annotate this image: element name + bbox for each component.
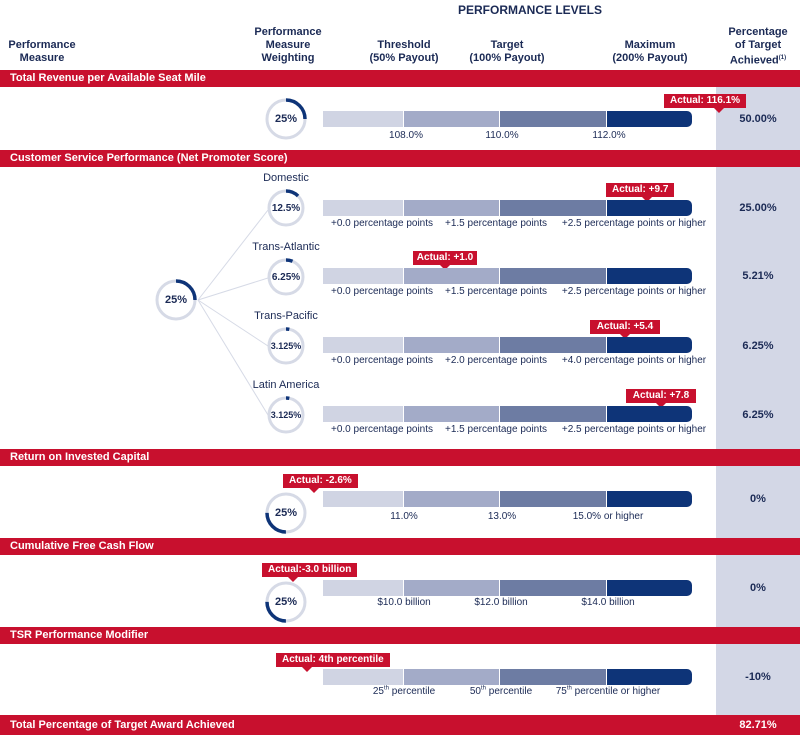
performance-levels-heading: PERFORMANCE LEVELS — [457, 3, 602, 17]
bar-segment-threshold — [404, 669, 500, 685]
tick-maximum: +4.0 percentage points or higher — [561, 355, 707, 366]
bar-segment-threshold — [404, 406, 500, 422]
actual-marker-trasm: Actual: 116.1% — [664, 94, 746, 108]
tick-maximum: 75th percentile or higher — [555, 685, 661, 697]
nps-row-name-latin-america: Latin America — [252, 379, 320, 391]
col-threshold-header: Threshold (50% Payout) — [369, 39, 439, 64]
bar-segment-target — [500, 406, 607, 422]
tick-threshold: +0.0 percentage points — [330, 424, 434, 435]
bar-segment-maximum — [607, 580, 692, 596]
tick-threshold: 108.0% — [389, 130, 423, 141]
tick-maximum: +2.5 percentage points or higher — [561, 286, 707, 297]
tick-target: +1.5 percentage points — [444, 218, 548, 229]
nps-row-name-domestic: Domestic — [263, 172, 309, 184]
actual-marker-latin-america: Actual: +7.8 — [626, 389, 696, 403]
total-row — [0, 715, 800, 735]
bar-segment-threshold — [404, 580, 500, 596]
tick-target: 50th percentile — [469, 685, 533, 697]
bar-segment-target — [500, 580, 607, 596]
bar-segment-target — [500, 200, 607, 216]
bar-segment-maximum — [607, 200, 692, 216]
weight-trans-atlantic: 6.25% — [271, 272, 301, 283]
tick-target: +1.5 percentage points — [444, 286, 548, 297]
weight-latin-america: 3.125% — [270, 410, 302, 420]
pct-trasm: 50.00% — [739, 113, 777, 125]
total-pct: 82.71% — [739, 719, 777, 731]
col-weighting-header: Performance Measure Weighting — [254, 26, 322, 64]
bar-segment-below-threshold — [323, 337, 404, 353]
weight-nps: 25% — [164, 294, 188, 306]
section-roic-title: Return on Invested Capital — [0, 449, 800, 466]
performance-bar-tsr — [323, 669, 692, 685]
bar-segment-below-threshold — [323, 268, 404, 284]
bar-segment-threshold — [404, 491, 500, 507]
tick-maximum: 15.0% or higher — [572, 511, 644, 522]
bar-segment-target — [500, 268, 607, 284]
bar-segment-threshold — [404, 268, 500, 284]
bar-segment-maximum — [607, 337, 692, 353]
section-nps-title: Customer Service Performance (Net Promoter Score) — [0, 150, 800, 167]
tick-maximum: +2.5 percentage points or higher — [561, 424, 707, 435]
performance-bar-trans-atlantic — [323, 268, 692, 284]
weight-roic: 25% — [274, 507, 298, 519]
col-measure-header: Performance Measure — [8, 39, 76, 64]
actual-marker-trans-pacific: Actual: +5.4 — [590, 320, 660, 334]
weight-fcf: 25% — [274, 596, 298, 608]
total-label: Total Percentage of Target Award Achieved — [10, 719, 235, 731]
bar-segment-target — [500, 337, 607, 353]
actual-marker-trans-atlantic: Actual: +1.0 — [413, 251, 477, 265]
tick-target: 13.0% — [487, 511, 517, 522]
actual-marker-fcf: Actual:-3.0 billion — [262, 563, 357, 577]
pct-domestic: 25.00% — [739, 202, 777, 214]
pct-tsr: -10% — [745, 671, 771, 683]
performance-bar-trans-pacific — [323, 337, 692, 353]
tick-threshold: $10.0 billion — [377, 597, 431, 608]
bar-segment-threshold — [404, 337, 500, 353]
bar-segment-maximum — [607, 491, 692, 507]
actual-marker-domestic: Actual: +9.7 — [606, 183, 674, 197]
tick-target: 110.0% — [485, 130, 519, 141]
pct-roic: 0% — [750, 493, 766, 505]
tick-target: +1.5 percentage points — [444, 424, 548, 435]
tick-threshold: +0.0 percentage points — [330, 286, 434, 297]
tick-threshold: 11.0% — [390, 511, 418, 522]
col-maximum-header: Maximum (200% Payout) — [612, 39, 688, 64]
performance-bar-latin-america — [323, 406, 692, 422]
footnote-marker: (1) — [778, 55, 787, 61]
tick-threshold: +0.0 percentage points — [330, 218, 434, 229]
tick-maximum: +2.5 percentage points or higher — [561, 218, 707, 229]
col-pct-header: Percentage of Target Achieved$^{(1)}$ — [728, 26, 788, 67]
weight-trans-pacific: 3.125% — [270, 341, 302, 351]
weight-domestic: 12.5% — [271, 203, 301, 214]
performance-bar-domestic — [323, 200, 692, 216]
tick-target: +2.0 percentage points — [444, 355, 548, 366]
bar-segment-target — [500, 669, 607, 685]
pct-latin-america: 6.25% — [742, 409, 774, 421]
pct-fcf: 0% — [750, 582, 766, 594]
tick-target: $12.0 billion — [474, 597, 528, 608]
tick-threshold: 25th percentile — [372, 685, 436, 697]
tick-maximum: 112.0% — [592, 130, 626, 141]
section-tsr-title: TSR Performance Modifier — [0, 627, 800, 644]
col-target-header: Target (100% Payout) — [469, 39, 545, 64]
tick-maximum: $14.0 billion — [581, 597, 635, 608]
tick-threshold: +0.0 percentage points — [330, 355, 434, 366]
bar-segment-target — [500, 491, 607, 507]
bar-segment-below-threshold — [323, 491, 404, 507]
bar-segment-maximum — [607, 669, 692, 685]
actual-marker-tsr: Actual: 4th percentile — [276, 653, 390, 667]
bar-segment-below-threshold — [323, 580, 404, 596]
nps-row-name-trans-pacific: Trans-Pacific — [254, 310, 318, 322]
performance-bar-fcf — [323, 580, 692, 596]
pct-trans-pacific: 6.25% — [742, 340, 774, 352]
bar-segment-threshold — [404, 200, 500, 216]
bar-segment-below-threshold — [323, 406, 404, 422]
section-fcf-title: Cumulative Free Cash Flow — [0, 538, 800, 555]
weight-trasm: 25% — [274, 113, 298, 125]
actual-marker-roic: Actual: -2.6% — [283, 474, 358, 488]
nps-row-name-trans-atlantic: Trans-Atlantic — [252, 241, 320, 253]
section-trasm-title: Total Revenue per Available Seat Mile — [0, 70, 800, 87]
bar-segment-maximum — [607, 406, 692, 422]
bar-segment-below-threshold — [323, 669, 404, 685]
pct-trans-atlantic: 5.21% — [742, 270, 774, 282]
bar-segment-below-threshold — [323, 200, 404, 216]
bar-segment-maximum — [607, 268, 692, 284]
performance-bar-roic — [323, 491, 692, 507]
